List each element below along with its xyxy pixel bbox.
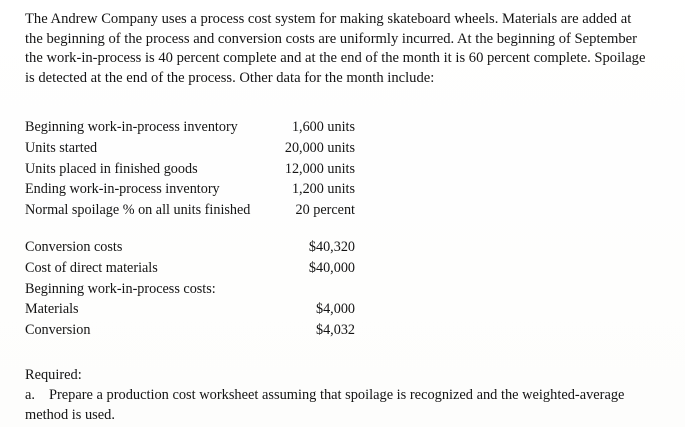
cost-data-table bbox=[25, 237, 355, 341]
table-row bbox=[25, 117, 355, 138]
table-row bbox=[25, 320, 355, 341]
row-label: Beginning work-in-process costs: bbox=[25, 280, 216, 297]
row-label: Cost of direct materials bbox=[25, 259, 158, 276]
table-row bbox=[25, 200, 355, 221]
problem-intro bbox=[25, 10, 665, 88]
row-label: Units started bbox=[25, 139, 98, 156]
item-marker: a. bbox=[25, 387, 35, 403]
units-data-table bbox=[25, 117, 355, 221]
required-item bbox=[25, 385, 665, 425]
table-row bbox=[25, 237, 355, 258]
required-heading: Required: bbox=[25, 367, 82, 383]
table-row bbox=[25, 179, 355, 200]
row-value: $4,032 bbox=[315, 322, 355, 339]
row-label: Materials bbox=[25, 301, 79, 318]
row-value: 12,000 units bbox=[284, 160, 355, 177]
row-value: 20 percent bbox=[295, 202, 355, 219]
row-label: Normal spoilage % on all units finished bbox=[25, 202, 251, 219]
row-label: Conversion costs bbox=[25, 239, 123, 255]
item-text-line: method is used. bbox=[25, 407, 115, 423]
table-row bbox=[25, 279, 355, 300]
row-label: Beginning work-in-process inventory bbox=[25, 119, 238, 135]
row-value: 20,000 units bbox=[284, 139, 355, 156]
table-row bbox=[25, 299, 355, 320]
intro-line: the beginning of the process and conversion costs are uniformly incurred. At the beginning of September bbox=[25, 30, 637, 47]
row-label: Conversion bbox=[25, 322, 91, 339]
table-row bbox=[25, 138, 355, 159]
row-value: 1,200 units bbox=[291, 181, 355, 198]
required-section bbox=[25, 365, 665, 425]
row-value: $4,000 bbox=[315, 301, 355, 318]
row-value: $40,000 bbox=[308, 259, 355, 276]
intro-line: is detected at the end of the process. Other data for the month include: bbox=[25, 69, 435, 86]
item-text-line: Prepare a production cost worksheet assuming that spoilage is recognized and the weighted-average bbox=[49, 387, 625, 403]
intro-line: The Andrew Company uses a process cost system for making skateboard wheels. Materials are added at bbox=[25, 11, 632, 27]
table-row bbox=[25, 258, 355, 279]
row-value: 1,600 units bbox=[291, 119, 355, 135]
intro-line: the work-in-process is 40 percent complete and at the end of the month it is 60 percent complete. Spoilage bbox=[25, 50, 646, 66]
table-row bbox=[25, 159, 355, 180]
row-value: $40,320 bbox=[308, 239, 355, 255]
row-label: Ending work-in-process inventory bbox=[25, 181, 220, 198]
row-label: Units placed in finished goods bbox=[25, 160, 198, 177]
